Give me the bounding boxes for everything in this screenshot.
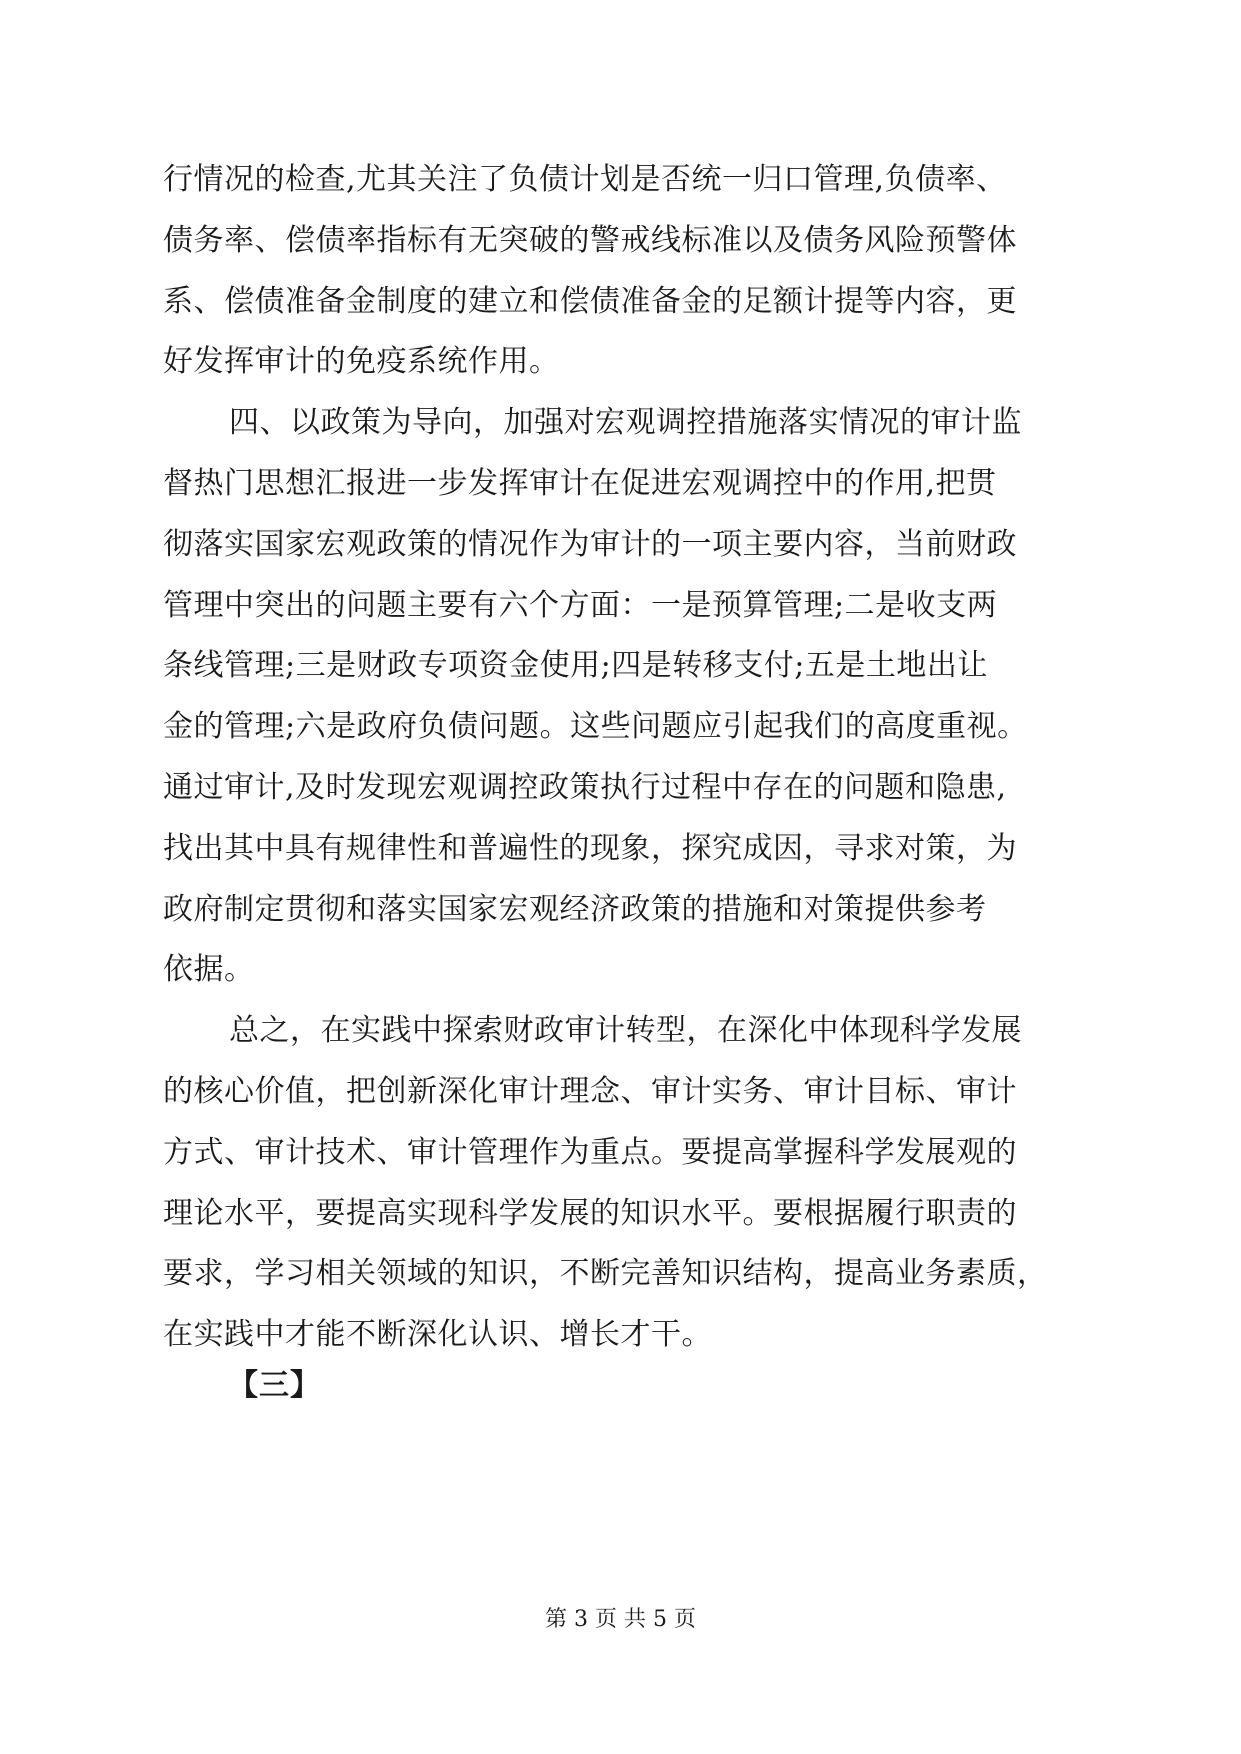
text-line: 依据。: [163, 952, 255, 988]
text-line: 债务率、偿债率指标有无突破的警戒线标准以及债务风险预警体: [163, 222, 1017, 258]
section-heading: 【三】: [228, 1368, 321, 1403]
text-line: 督热门思想汇报进一步发挥审计在促进宏观调控中的作用,把贯: [163, 465, 997, 501]
text-line: 金的管理;六是政府负债问题。这些问题应引起我们的高度重视。: [163, 709, 1028, 745]
page-number-footer: 第 3 页 共 5 页: [545, 1607, 696, 1632]
paragraph-2: [163, 393, 1080, 1001]
text-line: 在实践中才能不断深化认识、增长才干。: [163, 1317, 712, 1353]
text-line: 理论水平，要提高实现科学发展的知识水平。要根据履行职责的: [163, 1195, 1017, 1231]
text-line: 总之，在实践中探索财政审计转型，在深化中体现科学发展: [229, 1013, 1022, 1049]
paragraph-1: [163, 150, 1080, 393]
text-line: 好发挥审计的免疫系统作用。: [163, 344, 560, 380]
text-line: 要求，学习相关领域的知识，不断完善知识结构，提高业务素质，: [163, 1256, 1048, 1292]
text-line: 方式、审计技术、审计管理作为重点。要提高掌握科学发展观的: [163, 1134, 1017, 1170]
text-line: 四、以政策为导向，加强对宏观调控措施落实情况的审计监: [229, 405, 1022, 441]
text-line: 政府制定贯彻和落实国家宏观经济政策的措施和对策提供参考: [163, 891, 987, 927]
text-line: 管理中突出的问题主要有六个方面：一是预算管理;二是收支两: [163, 587, 998, 623]
text-line: 通过审计,及时发现宏观调控政策执行过程中存在的问题和隐患,: [163, 769, 1007, 805]
text-line: 条线管理;三是财政专项资金使用;四是转移支付;五是土地出让: [163, 648, 988, 684]
text-line: 找出其中具有规律性和普遍性的现象，探究成因，寻求对策，为: [163, 830, 1017, 866]
text-line: 行情况的检查,尤其关注了负债计划是否统一归口管理,负债率、: [163, 162, 1007, 197]
document-body: [163, 150, 1080, 1366]
text-line: 的核心价值，把创新深化审计理念、审计实务、审计目标、审计: [163, 1073, 1017, 1109]
text-line: 系、偿债准备金制度的建立和偿债准备金的足额计提等内容，更: [163, 283, 1017, 319]
text-line: 彻落实国家宏观政策的情况作为审计的一项主要内容，当前财政: [163, 526, 1017, 562]
paragraph-3: [163, 1001, 1080, 1366]
